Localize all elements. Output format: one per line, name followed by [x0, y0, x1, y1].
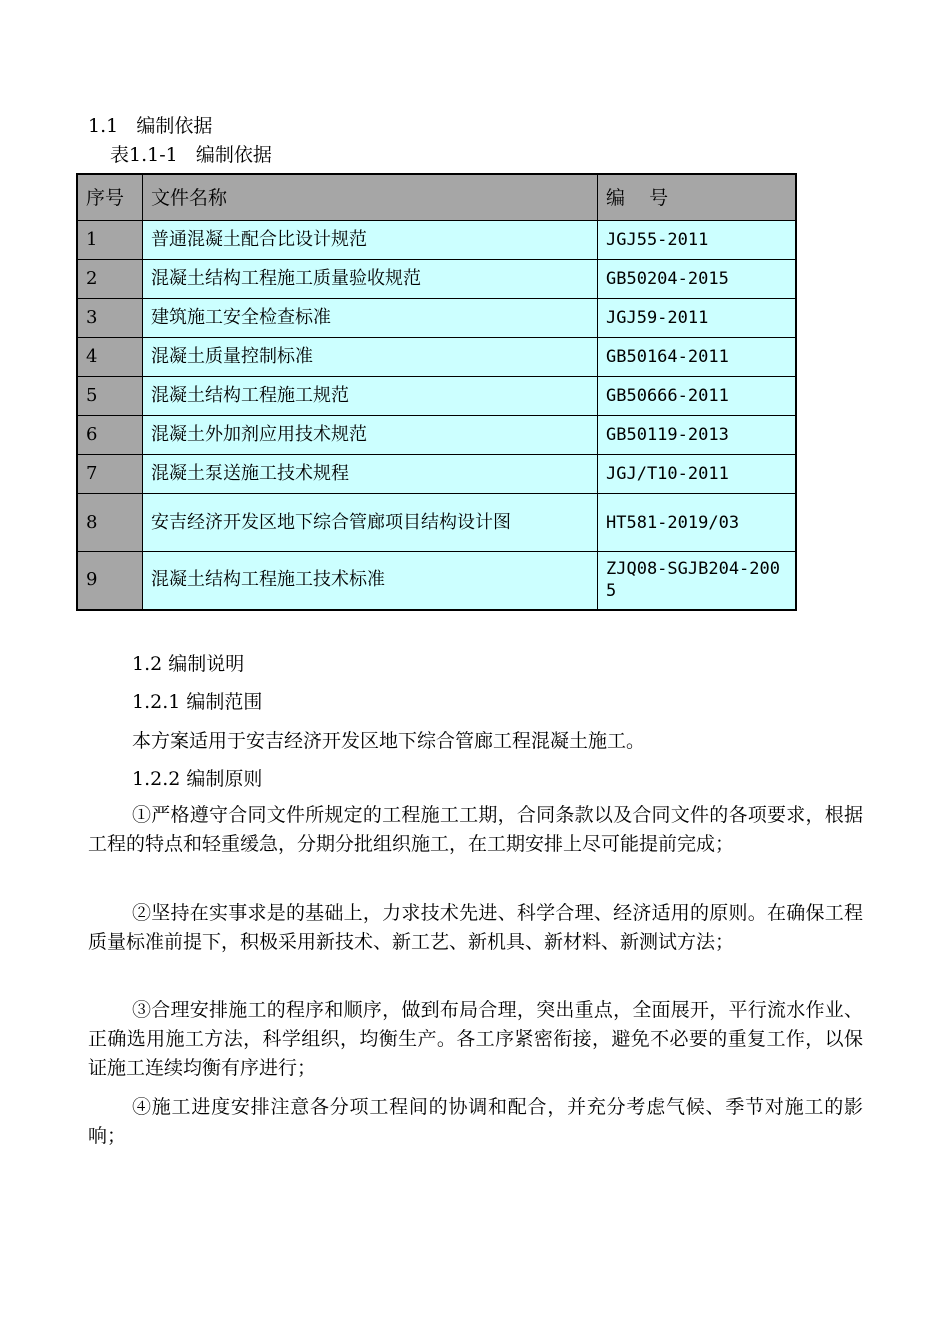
- principle-1: ①严格遵守合同文件所规定的工程施工工期，合同条款以及合同文件的各项要求，根据工程的特点和轻重缓急，分期分批组织施工，在工期安排上尽可能提前完成；: [88, 804, 863, 855]
- table-row: [77, 221, 796, 260]
- row-no: 5: [77, 377, 143, 416]
- section-title: 1.1 编制依据: [88, 115, 213, 137]
- table-row: [77, 416, 796, 455]
- table-row: [77, 377, 796, 416]
- row-no: 9: [77, 552, 143, 610]
- row-code: JGJ55-2011: [598, 221, 797, 260]
- row-code: JGJ59-2011: [598, 299, 797, 338]
- row-code: GB50164-2011: [598, 338, 797, 377]
- row-name: 安吉经济开发区地下综合管廊项目结构设计图: [143, 494, 598, 552]
- principle-3: ③合理安排施工的程序和顺序，做到布局合理，突出重点，全面展开，平行流水作业、正确选用施工方法，科学组织，均衡生产。各工序紧密衔接，避免不必要的重复工作，以保证施工连续均衡有序进行；: [88, 999, 863, 1079]
- table-caption: 表1.1-1 编制依据: [110, 144, 272, 166]
- row-name: 混凝土结构工程施工技术标准: [143, 552, 598, 610]
- heading-1-2-1: 1.2.1 编制范围: [132, 691, 263, 713]
- row-code: GB50666-2011: [598, 377, 797, 416]
- scope-text: 本方案适用于安吉经济开发区地下综合管廊工程混凝土施工。: [132, 730, 646, 752]
- row-no: 3: [77, 299, 143, 338]
- row-no: 4: [77, 338, 143, 377]
- row-name: 建筑施工安全检查标准: [143, 299, 598, 338]
- principle-2: ②坚持在实事求是的基础上，力求技术先进、科学合理、经济适用的原则。在确保工程质量标准前提下，积极采用新技术、新工艺、新机具、新材料、新测试方法；: [88, 902, 863, 953]
- heading-1-2: 1.2 编制说明: [132, 653, 245, 675]
- row-code: ZJQ08-SGJB204-2005: [598, 552, 797, 610]
- row-name: 混凝土质量控制标准: [143, 338, 598, 377]
- row-no: 6: [77, 416, 143, 455]
- principle-4: ④施工进度安排注意各分项工程间的协调和配合，并充分考虑气候、季节对施工的影响；: [88, 1096, 863, 1147]
- table-row: [77, 338, 796, 377]
- table-row: [77, 494, 796, 552]
- row-no: 7: [77, 455, 143, 494]
- row-code: GB50119-2013: [598, 416, 797, 455]
- row-name: 混凝土结构工程施工质量验收规范: [143, 260, 598, 299]
- row-name: 混凝土外加剂应用技术规范: [143, 416, 598, 455]
- table-row: [77, 455, 796, 494]
- table-row: [77, 552, 796, 610]
- header-code: 编 号: [598, 174, 797, 221]
- row-no: 8: [77, 494, 143, 552]
- row-code: GB50204-2015: [598, 260, 797, 299]
- row-no: 2: [77, 260, 143, 299]
- table-row: [77, 260, 796, 299]
- table-row: [77, 299, 796, 338]
- row-name: 混凝土结构工程施工规范: [143, 377, 598, 416]
- table-header-row: [77, 174, 796, 221]
- row-name: 混凝土泵送施工技术规程: [143, 455, 598, 494]
- header-no: 序号: [77, 174, 143, 221]
- row-code: HT581-2019/03: [598, 494, 797, 552]
- header-name: 文件名称: [143, 174, 598, 221]
- heading-1-2-2: 1.2.2 编制原则: [132, 768, 263, 790]
- row-name: 普通混凝土配合比设计规范: [143, 221, 598, 260]
- reference-table: [76, 173, 797, 611]
- row-no: 1: [77, 221, 143, 260]
- row-code: JGJ/T10-2011: [598, 455, 797, 494]
